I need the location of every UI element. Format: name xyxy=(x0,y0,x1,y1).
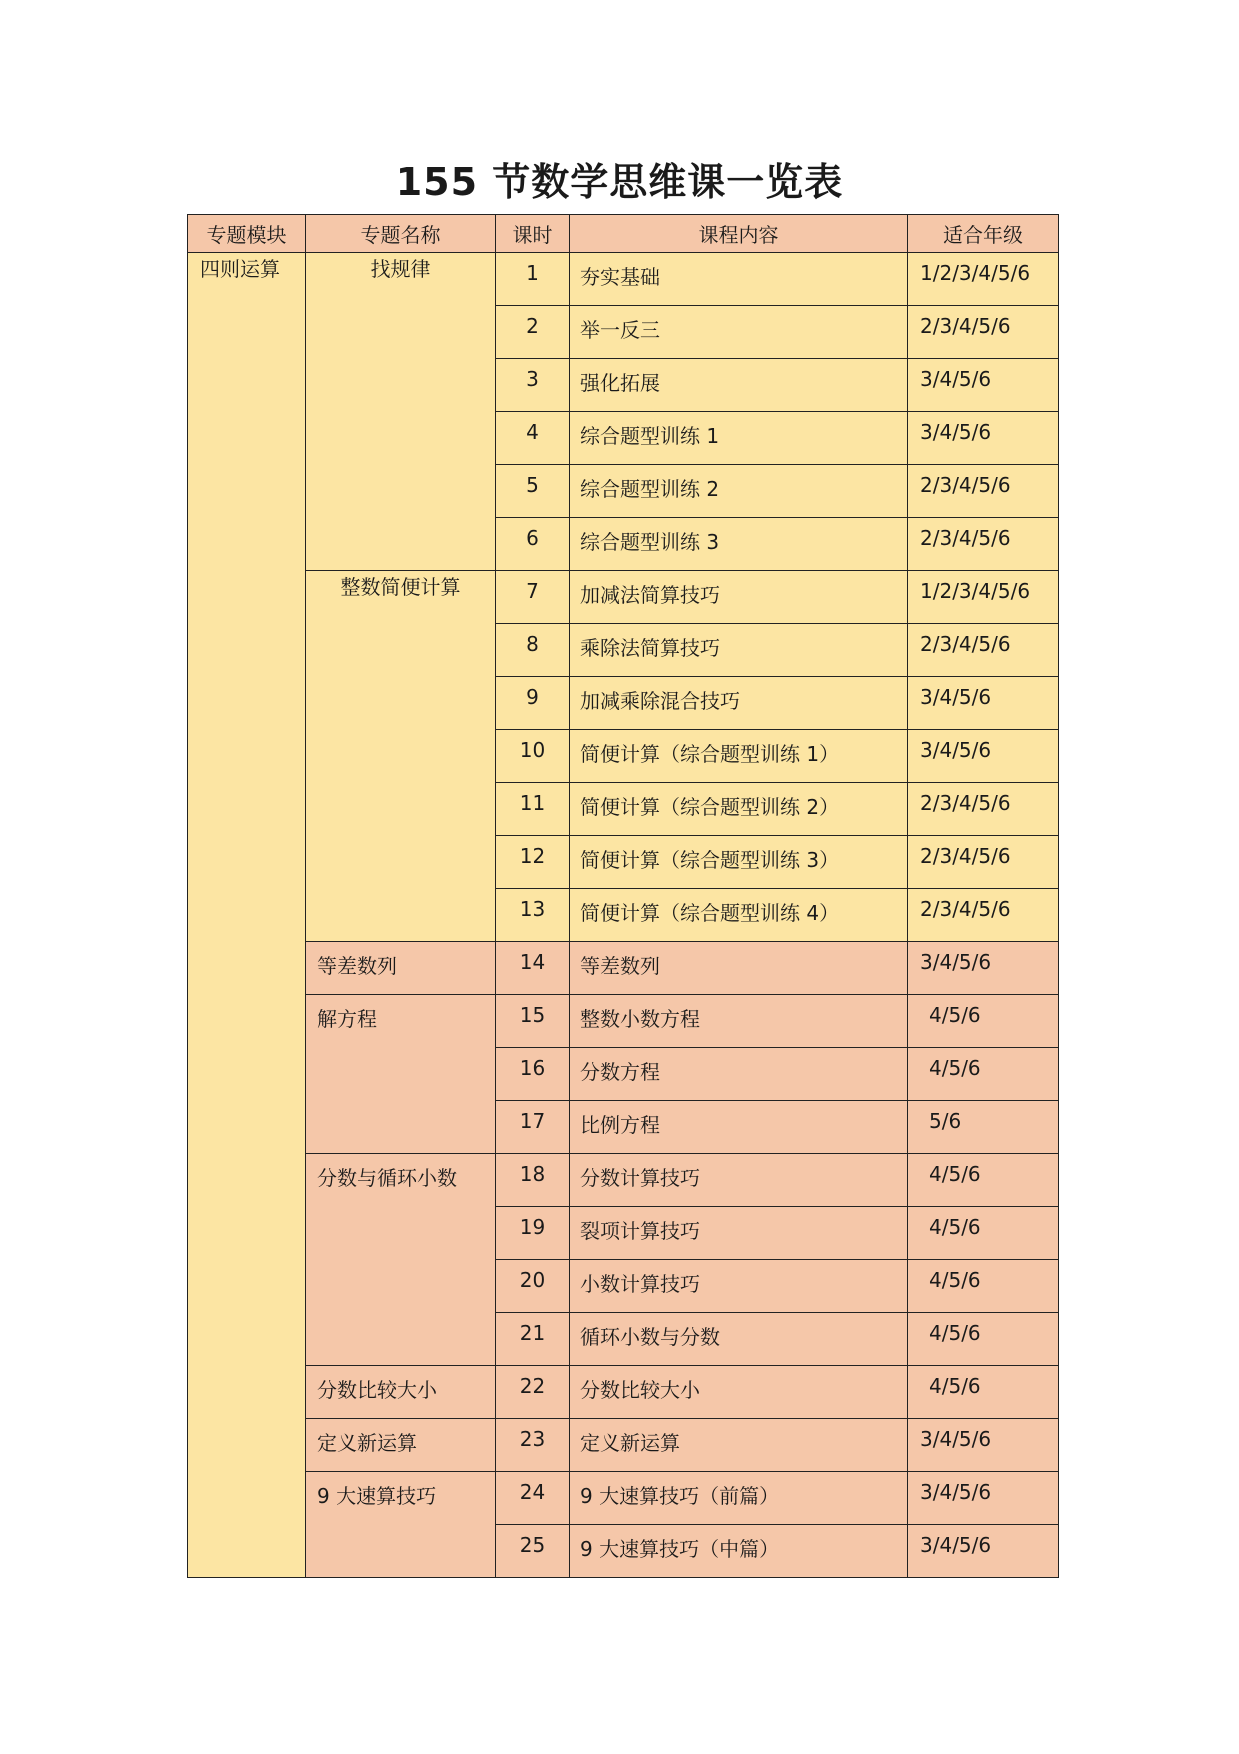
topic-label: 等差数列 xyxy=(317,954,397,978)
content-cell: 简便计算（综合题型训练 1） xyxy=(570,730,908,783)
grade-cell: 4/5/6 xyxy=(908,1207,1059,1260)
topic-cell xyxy=(306,571,496,942)
grade-cell: 2/3/4/5/6 xyxy=(908,306,1059,359)
grade-cell: 1/2/3/4/5/6 xyxy=(908,571,1059,624)
table-row xyxy=(188,1366,1059,1419)
content-cell: 夯实基础 xyxy=(570,253,908,306)
table-row xyxy=(188,1419,1059,1472)
topic-cell xyxy=(306,1154,496,1366)
content-cell: 循环小数与分数 xyxy=(570,1313,908,1366)
topic-label: 定义新运算 xyxy=(317,1431,417,1455)
topic-label: 整数简便计算 xyxy=(340,575,461,599)
content-cell: 定义新运算 xyxy=(570,1419,908,1472)
grade-cell: 2/3/4/5/6 xyxy=(908,783,1059,836)
grade-cell: 4/5/6 xyxy=(908,1048,1059,1101)
module-label: 四则运算 xyxy=(200,257,280,281)
lesson-cell: 10 xyxy=(496,730,570,783)
grade-cell: 4/5/6 xyxy=(908,1313,1059,1366)
grade-cell: 3/4/5/6 xyxy=(908,942,1059,995)
content-cell: 加减法简算技巧 xyxy=(570,571,908,624)
content-cell: 分数方程 xyxy=(570,1048,908,1101)
lesson-cell: 11 xyxy=(496,783,570,836)
grade-cell: 3/4/5/6 xyxy=(908,1525,1059,1578)
header-row xyxy=(188,215,1059,253)
lesson-cell: 2 xyxy=(496,306,570,359)
grade-cell: 4/5/6 xyxy=(908,1366,1059,1419)
header-lesson: 课时 xyxy=(496,215,570,253)
content-cell: 整数小数方程 xyxy=(570,995,908,1048)
lesson-cell: 1 xyxy=(496,253,570,306)
table-row xyxy=(188,995,1059,1048)
content-cell: 9 大速算技巧（前篇） xyxy=(570,1472,908,1525)
lesson-cell: 24 xyxy=(496,1472,570,1525)
grade-cell: 3/4/5/6 xyxy=(908,1472,1059,1525)
lesson-cell: 6 xyxy=(496,518,570,571)
topic-cell xyxy=(306,1366,496,1419)
table-row xyxy=(188,942,1059,995)
header-module: 专题模块 xyxy=(188,215,306,253)
content-cell: 乘除法简算技巧 xyxy=(570,624,908,677)
module-cell xyxy=(188,253,306,1578)
grade-cell: 2/3/4/5/6 xyxy=(908,836,1059,889)
page-title: 155 节数学思维课一览表 xyxy=(395,160,844,204)
topic-cell xyxy=(306,253,496,571)
grade-cell: 2/3/4/5/6 xyxy=(908,624,1059,677)
table-row xyxy=(188,571,1059,624)
course-table xyxy=(187,214,1059,1578)
topic-cell xyxy=(306,1472,496,1578)
content-cell: 简便计算（综合题型训练 2） xyxy=(570,783,908,836)
lesson-cell: 17 xyxy=(496,1101,570,1154)
lesson-cell: 23 xyxy=(496,1419,570,1472)
grade-cell: 1/2/3/4/5/6 xyxy=(908,253,1059,306)
content-cell: 9 大速算技巧（中篇） xyxy=(570,1525,908,1578)
topic-cell xyxy=(306,942,496,995)
lesson-cell: 3 xyxy=(496,359,570,412)
header-content: 课程内容 xyxy=(570,215,908,253)
content-cell: 分数计算技巧 xyxy=(570,1154,908,1207)
content-cell: 综合题型训练 3 xyxy=(570,518,908,571)
topic-label: 找规律 xyxy=(370,257,431,281)
lesson-cell: 7 xyxy=(496,571,570,624)
grade-cell: 2/3/4/5/6 xyxy=(908,518,1059,571)
grade-cell: 2/3/4/5/6 xyxy=(908,465,1059,518)
topic-label: 解方程 xyxy=(317,1007,377,1031)
lesson-cell: 25 xyxy=(496,1525,570,1578)
content-cell: 加减乘除混合技巧 xyxy=(570,677,908,730)
topic-label: 分数比较大小 xyxy=(317,1378,437,1402)
content-cell: 小数计算技巧 xyxy=(570,1260,908,1313)
content-cell: 综合题型训练 2 xyxy=(570,465,908,518)
content-cell: 举一反三 xyxy=(570,306,908,359)
table-row xyxy=(188,1154,1059,1207)
content-cell: 比例方程 xyxy=(570,1101,908,1154)
grade-cell: 3/4/5/6 xyxy=(908,359,1059,412)
content-cell: 等差数列 xyxy=(570,942,908,995)
content-cell: 简便计算（综合题型训练 3） xyxy=(570,836,908,889)
grade-cell: 5/6 xyxy=(908,1101,1059,1154)
topic-cell xyxy=(306,995,496,1154)
lesson-cell: 12 xyxy=(496,836,570,889)
lesson-cell: 20 xyxy=(496,1260,570,1313)
table-row xyxy=(188,1472,1059,1525)
topic-label: 分数与循环小数 xyxy=(317,1166,457,1190)
lesson-cell: 18 xyxy=(496,1154,570,1207)
content-cell: 简便计算（综合题型训练 4） xyxy=(570,889,908,942)
lesson-cell: 13 xyxy=(496,889,570,942)
lesson-cell: 22 xyxy=(496,1366,570,1419)
lesson-cell: 21 xyxy=(496,1313,570,1366)
grade-cell: 4/5/6 xyxy=(908,995,1059,1048)
header-topic: 专题名称 xyxy=(306,215,496,253)
topic-cell xyxy=(306,1419,496,1472)
topic-label: 9 大速算技巧 xyxy=(317,1484,437,1508)
grade-cell: 3/4/5/6 xyxy=(908,412,1059,465)
lesson-cell: 5 xyxy=(496,465,570,518)
header-grade: 适合年级 xyxy=(908,215,1059,253)
grade-cell: 3/4/5/6 xyxy=(908,730,1059,783)
lesson-cell: 14 xyxy=(496,942,570,995)
lesson-cell: 4 xyxy=(496,412,570,465)
lesson-cell: 15 xyxy=(496,995,570,1048)
grade-cell: 4/5/6 xyxy=(908,1260,1059,1313)
lesson-cell: 16 xyxy=(496,1048,570,1101)
content-cell: 裂项计算技巧 xyxy=(570,1207,908,1260)
grade-cell: 4/5/6 xyxy=(908,1154,1059,1207)
lesson-cell: 8 xyxy=(496,624,570,677)
content-cell: 强化拓展 xyxy=(570,359,908,412)
table-row xyxy=(188,253,1059,306)
content-cell: 分数比较大小 xyxy=(570,1366,908,1419)
grade-cell: 3/4/5/6 xyxy=(908,677,1059,730)
grade-cell: 2/3/4/5/6 xyxy=(908,889,1059,942)
lesson-cell: 19 xyxy=(496,1207,570,1260)
content-cell: 综合题型训练 1 xyxy=(570,412,908,465)
lesson-cell: 9 xyxy=(496,677,570,730)
grade-cell: 3/4/5/6 xyxy=(908,1419,1059,1472)
